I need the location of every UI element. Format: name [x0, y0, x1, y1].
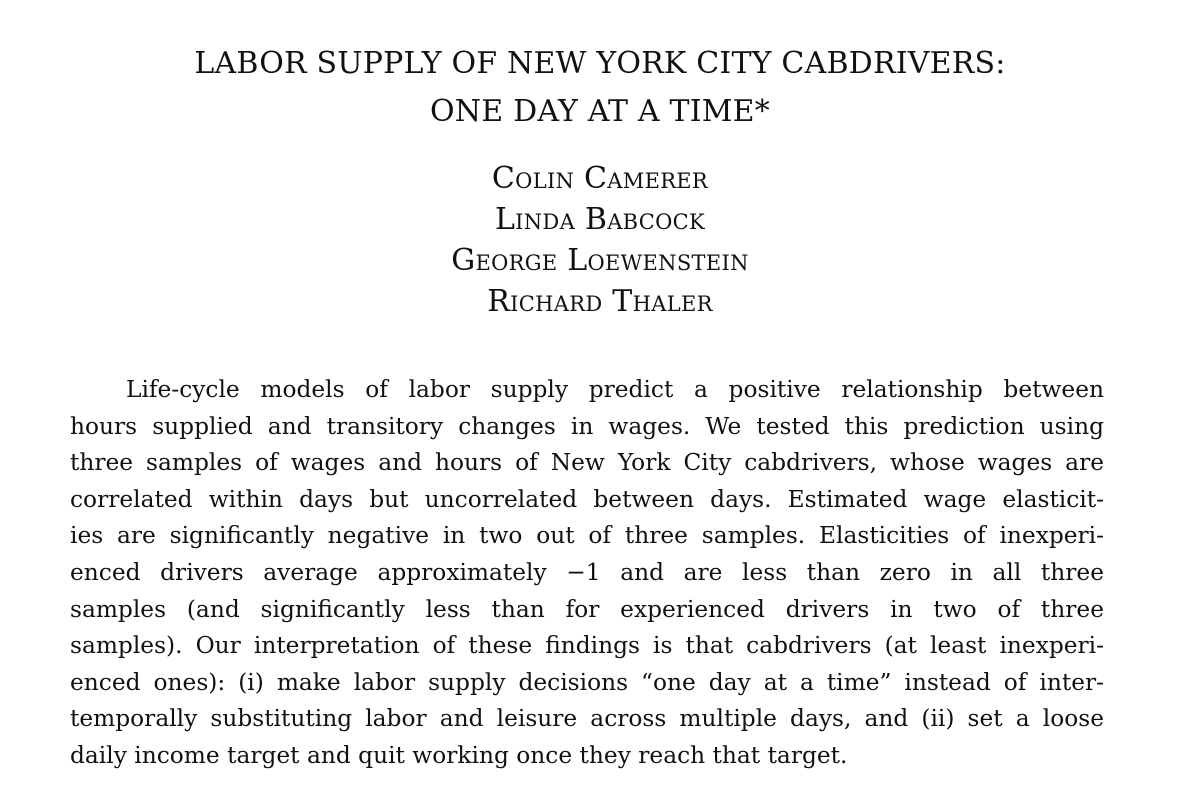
- abstract-line: enced drivers average approximately −1 and are less than zero in all three: [70, 558, 1104, 586]
- paper-title: [0, 40, 1200, 136]
- title-line-2: ONE DAY AT A TIME*: [430, 94, 770, 129]
- abstract-line: hours supplied and transitory changes in wages. We tested this prediction using: [70, 412, 1104, 440]
- abstract-paragraph: [70, 372, 1104, 775]
- abstract-line: three samples of wages and hours of New York City cabdrivers, whose wages are: [70, 449, 1104, 477]
- abstract-line: Life-cycle models of labor supply predict a positive relationship between: [126, 376, 1104, 403]
- abstract-line: enced ones): (i) make labor supply decisions “one day at a time” instead of inter-: [70, 668, 1104, 696]
- abstract-line: samples). Our interpretation of these findings is that cabdrivers (at least inexperi-: [70, 632, 1104, 660]
- abstract-line: ies are significantly negative in two out of three samples. Elasticities of inexperi-: [70, 522, 1104, 550]
- author-name: Linda Babcock: [494, 202, 706, 237]
- author-list: [0, 158, 1200, 322]
- abstract-line: correlated within days but uncorrelated between days. Estimated wage elasticit-: [70, 485, 1104, 513]
- abstract-line: samples (and significantly less than for experienced drivers in two of three: [70, 595, 1104, 623]
- author-name: George Loewenstein: [451, 243, 749, 278]
- abstract-line: temporally substituting labor and leisure across multiple days, and (ii) set a loose: [70, 705, 1104, 733]
- abstract-line: daily income target and quit working once they reach that target.: [70, 741, 848, 769]
- title-line-1: LABOR SUPPLY OF NEW YORK CITY CABDRIVERS:: [194, 46, 1006, 81]
- author-name: Colin Camerer: [491, 161, 709, 196]
- author-name: Richard Thaler: [487, 284, 713, 319]
